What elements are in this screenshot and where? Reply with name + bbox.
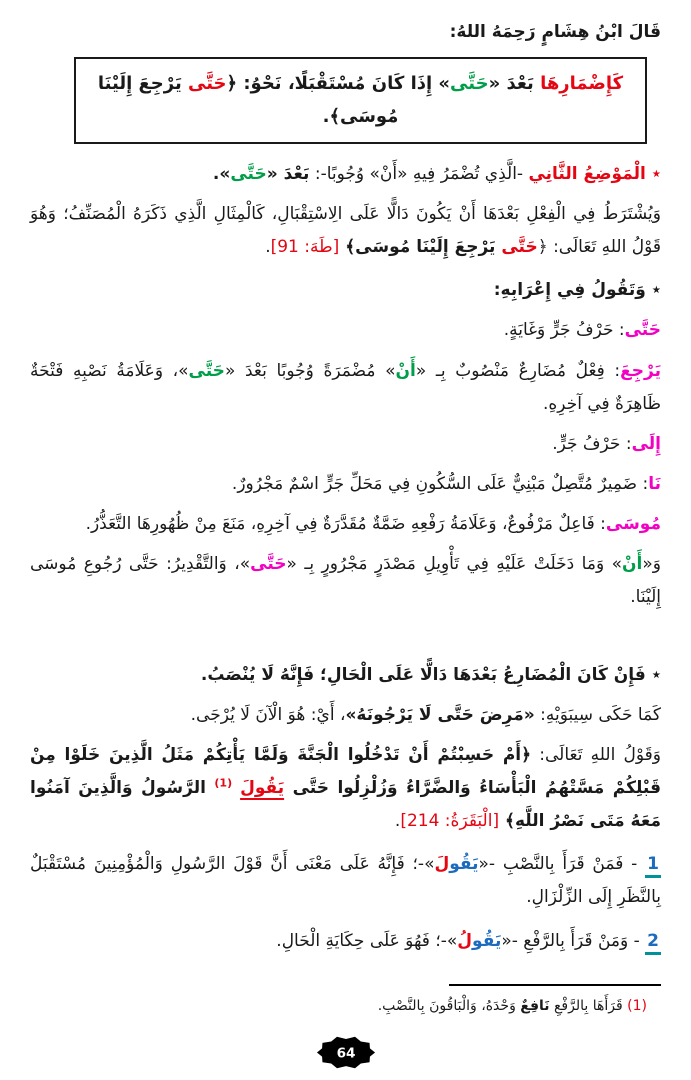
page-footer xyxy=(30,984,661,1070)
sibawayh-line xyxy=(30,699,661,732)
irab-body-yarjia-3: »، وَعَلَامَةُ نَصْبِهِ فَتْحَةٌ ظَاهِرَةٌ فِي آخِرِهِ. xyxy=(30,360,661,414)
reading-number-2: 2 xyxy=(645,931,661,955)
verse-text-1: ﴿أَمْ حَسِبْتُمْ أَنْ تَدْخُلُوا الْجَنَّةَ وَلَمَّا يَأْتِكُمْ مَثَلُ الَّذِينَ خَلَوْا مِنْ قَبْلِكُمْ مَسَّتْهُمُ الْبَأْسَاءُ وَالضَّرَّاءُ وَزُلْزِلُوا حَتَّى xyxy=(30,744,662,799)
yaqul-ending-red: لُ xyxy=(457,930,473,951)
sibawayh-quote: «مَرِضَ حَتَّى لَا يَرْجُونَهُ» xyxy=(345,704,535,725)
irab-body-hatta: : حَرْفُ جَرٍّ وَغَايَةٍ. xyxy=(503,320,625,341)
wa-an-body-1: » وَمَا دَخَلَتْ عَلَيْهِ فِي تَأْوِيلِ مَصْدَرٍ مَجْرُورٍ بِـ « xyxy=(286,554,623,575)
verse-intro: وَقَوْلُ اللهِ تَعَالَى: xyxy=(531,744,661,765)
page-number-area xyxy=(30,1035,661,1070)
yaqula-highlight: يَقُولَ xyxy=(240,778,285,799)
irab-heading xyxy=(30,274,661,307)
reading-1-pre: - فَمَنْ قَرَأَ بِالنَّصْبِ -« xyxy=(478,854,646,875)
an-keyword-green: أَنْ xyxy=(395,360,416,381)
yaqul-word-blue: يَقُو xyxy=(449,854,479,875)
footnote-line xyxy=(30,994,647,1019)
period: . xyxy=(265,237,271,258)
footnote-marker: (1) xyxy=(622,997,647,1014)
condition-text: وَيُشْتَرَطُ فِي الْفِعْلِ بَعْدَهَا أَنْ يَكُونَ دَالًّا عَلَى الِاسْتِقْبَالِ، كَالْمِثَالِ الَّذِي ذَكَرَهُ الْمُصَنِّفُ؛ وَهُوَ قَوْلُ اللهِ تَعَالَى: ﴿ xyxy=(30,204,661,258)
reading-2-pre: - وَمَنْ قَرَأَ بِالرَّفْعِ -« xyxy=(501,930,646,951)
verse-paragraph xyxy=(30,739,661,838)
footnote-text-2: وَحْدَهُ، وَالْبَاقُونَ بِالنَّصْبِ. xyxy=(377,997,521,1014)
reading-item-2 xyxy=(30,925,661,958)
star-icon: ٭ xyxy=(645,163,661,184)
footnote-nafi: نَافِعٌ xyxy=(520,997,550,1014)
attribution-text: قَالَ ابْنُ هِشَامٍ رَحِمَهُ اللهُ: xyxy=(449,22,661,42)
irab-body-musa: : فَاعِلٌ مَرْفُوعٌ، وَعَلَامَةُ رَفْعِهِ ضَمَّةٌ مُقَدَّرَةٌ فِي آخِرِهِ، مَنَعَ مِنْ ظُهُورِهَا التَّعَذُّرُ. xyxy=(85,514,606,535)
irab-headword-musa: مُوسَى xyxy=(605,514,661,535)
term-idmar: كَإِضْمَارِهَا xyxy=(540,73,624,95)
irab-headword-ila: إِلَى xyxy=(631,433,661,454)
verse-reference-taha: [طَهَ: 91] xyxy=(270,237,340,258)
second-case-gloss: -الَّذِي تُضْمَرُ فِيهِ «أَنْ» وُجُوبًا-: xyxy=(309,163,529,184)
hatta-keyword-red: حَتَّى xyxy=(188,73,227,95)
box-text-1: بَعْدَ « xyxy=(488,73,541,95)
hatta-keyword-green: حَتَّى xyxy=(188,360,225,381)
wa-prefix: وَ« xyxy=(642,554,661,575)
sibawayh-intro: كَمَا حَكَى سِيبَوَيْهِ: xyxy=(534,704,661,725)
irab-line-yarjia xyxy=(30,355,661,421)
period: . xyxy=(394,811,401,832)
wa-an-body-2: »، وَالتَّقْدِيرُ: حَتَّى رُجُوعِ مُوسَى إِلَيْنَا. xyxy=(30,554,661,608)
second-case-title: الْمَوْضِعُ الثَّانِي xyxy=(528,163,646,184)
hatta-keyword-green: حَتَّى xyxy=(230,163,267,184)
page-number: 64 xyxy=(336,1045,355,1062)
hal-heading-text: فَإِنْ كَانَ الْمُضَارِعُ بَعْدَهَا دَالًّا عَلَى الْحَالِ؛ فَإِنَّهُ لَا يُنْصَبُ. xyxy=(200,664,646,685)
reading-item-1 xyxy=(30,848,661,914)
footnote-marker: (1) xyxy=(214,776,233,790)
sibawayh-gloss: ، أَيْ: هُوَ الْآنَ لَا يُرْجَى. xyxy=(190,704,346,725)
page-number-badge xyxy=(315,1035,377,1070)
hal-heading xyxy=(30,659,661,692)
hatta-keyword-red: حَتَّى xyxy=(501,237,538,258)
irab-line-hatta xyxy=(30,314,661,347)
box-text-2: » إِذَا كَانَ مُسْتَقْبَلًا، نَحْوُ: ﴿ xyxy=(226,73,451,95)
hatta-keyword-green: حَتَّى xyxy=(450,73,489,95)
irab-heading-text: ٭ وَتَقُولُ فِي إِعْرَابِهِ: xyxy=(493,280,661,301)
irab-body-yarjia-2: » مُضْمَرَةً وُجُوبًا بَعْدَ « xyxy=(224,360,396,381)
irab-line-wa-an xyxy=(30,548,661,614)
reading-2-post: »-؛ فَهُوَ عَلَى حِكَايَةِ الْحَالِ. xyxy=(276,930,458,951)
verse-reference-baqarah: [الْبَقَرَةُ: 214] xyxy=(400,811,500,832)
irab-line-musa xyxy=(30,508,661,541)
footnote-text-1: قَرَأَهَا بِالرَّفْعِ xyxy=(549,997,623,1014)
yaqul-word-blue: يَقُو xyxy=(472,930,502,951)
irab-headword-hatta: حَتَّى xyxy=(624,320,661,341)
hatta-keyword-magenta: حَتَّى xyxy=(250,554,287,575)
irab-headword-yarjia: يَرْجِعَ xyxy=(620,360,661,381)
quran-quote-taha: يَرْجِعَ إِلَيْنَا مُوسَى﴾ xyxy=(339,237,502,258)
reading-number-1: 1 xyxy=(645,854,661,878)
irab-body-ila: : حَرْفُ جَرٍّ. xyxy=(552,433,632,454)
an-keyword-green: أَنْ xyxy=(622,554,643,575)
irab-headword-na: نَا xyxy=(648,474,661,495)
reading-1-post: »-؛ فَإِنَّهُ عَلَى مَعْنَى أَنَّ قَوْلَ الرَّسُولِ وَالْمُؤْمِنِينَ مُسْتَقْبَلٌ بِالنَّظَرِ إِلَى الزِّلْزَالِ. xyxy=(30,854,661,908)
star-icon: ٭ xyxy=(645,664,661,685)
second-case-heading xyxy=(30,158,661,191)
footnote-separator xyxy=(449,984,661,986)
irab-line-na xyxy=(30,468,661,501)
verse-text-2: الرَّسُولُ وَالَّذِينَ آمَنُوا مَعَهُ مَتَى نَصْرُ اللَّهِ﴾ xyxy=(30,778,661,832)
heading-close: ». xyxy=(212,163,231,184)
attribution-line xyxy=(30,16,661,49)
irab-body-na: : ضَمِيرٌ مُتَّصِلٌ مَبْنِيٌّ عَلَى السُّكُونِ فِي مَحَلِّ جَرٍّ اسْمٌ مَجْرُورٌ. xyxy=(231,474,649,495)
rule-box xyxy=(74,57,647,144)
irab-body-yarjia-1: : فِعْلٌ مُضَارِعٌ مَنْصُوبٌ بِـ « xyxy=(415,360,621,381)
baada-word: بَعْدَ « xyxy=(266,163,310,184)
quran-quote-taha: يَرْجِعَ إِلَيْنَا مُوسَى﴾. xyxy=(97,73,399,127)
yaqul-ending-red: لَ xyxy=(434,854,450,875)
condition-paragraph xyxy=(30,198,661,264)
irab-line-ila xyxy=(30,428,661,461)
